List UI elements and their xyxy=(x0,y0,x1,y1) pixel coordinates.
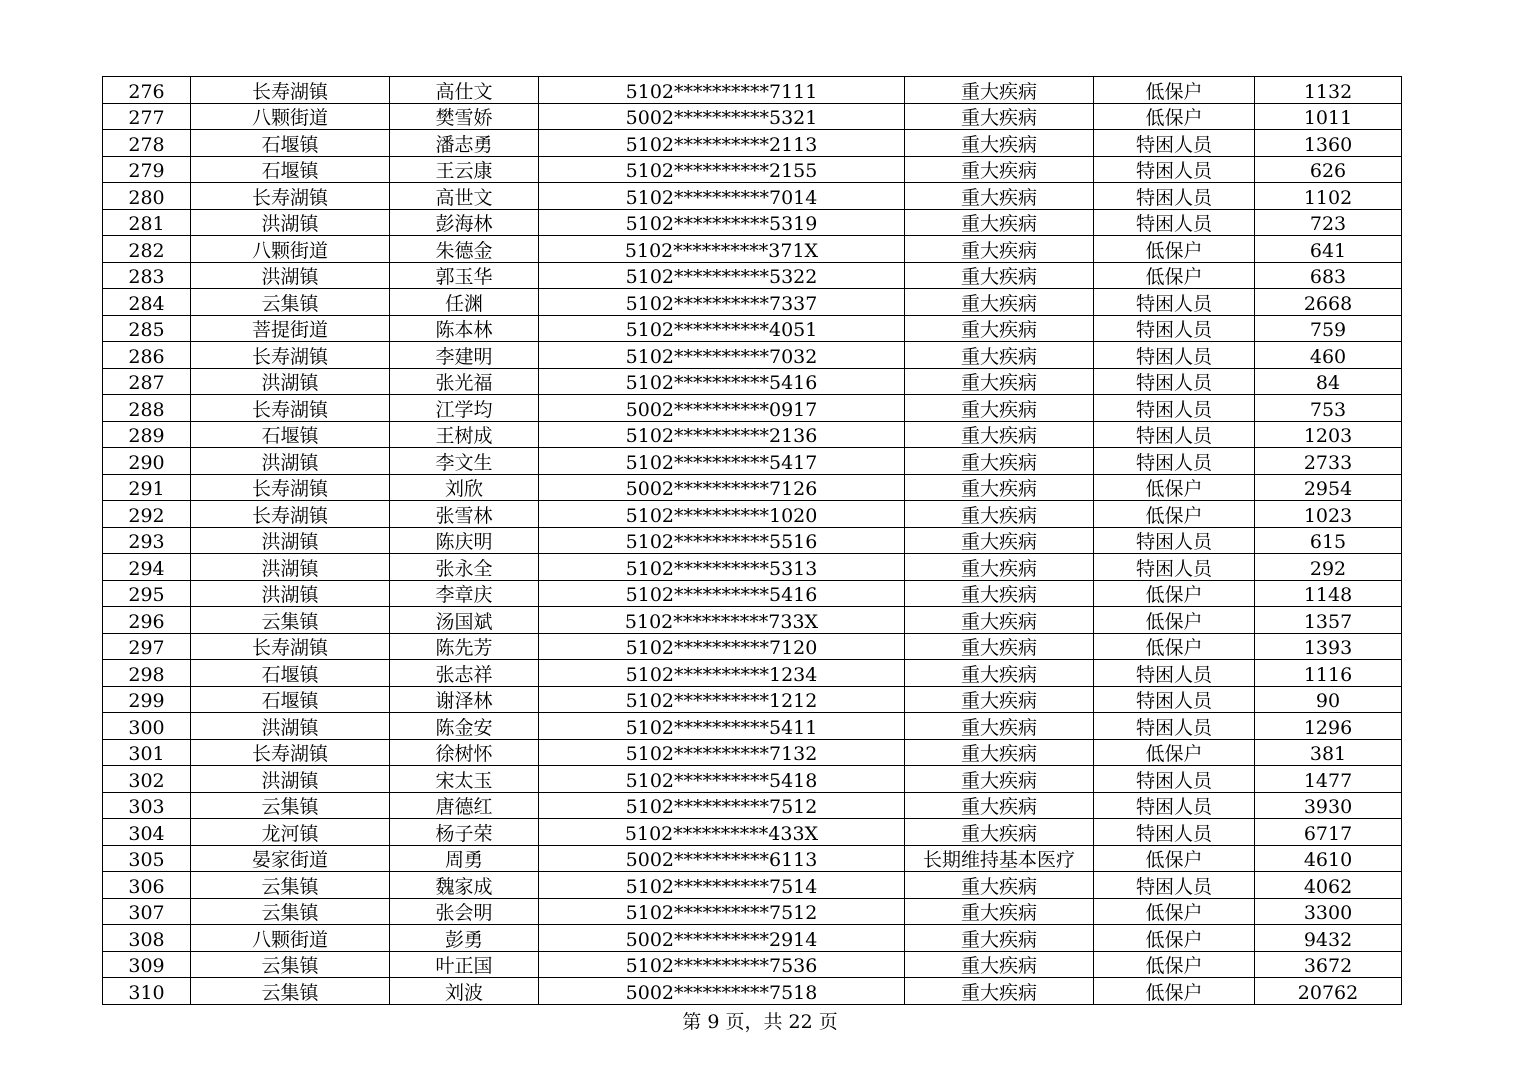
cell-amount: 626 xyxy=(1255,156,1402,183)
cell-category: 重大疾病 xyxy=(905,103,1094,130)
cell-category: 重大疾病 xyxy=(905,713,1094,740)
cell-name: 陈本林 xyxy=(390,315,539,342)
cell-id_number: 5102**********7111 xyxy=(539,77,905,104)
cell-id_number: 5102**********7512 xyxy=(539,898,905,925)
cell-name: 张永全 xyxy=(390,554,539,581)
cell-type: 特困人员 xyxy=(1094,448,1255,475)
cell-id_number: 5102**********2155 xyxy=(539,156,905,183)
cell-id_number: 5002**********5321 xyxy=(539,103,905,130)
cell-name: 张志祥 xyxy=(390,660,539,687)
cell-name: 朱德金 xyxy=(390,236,539,263)
cell-amount: 723 xyxy=(1255,209,1402,236)
cell-type: 特困人员 xyxy=(1094,209,1255,236)
table-row xyxy=(103,395,1402,422)
cell-amount: 1393 xyxy=(1255,633,1402,660)
cell-name: 陈金安 xyxy=(390,713,539,740)
cell-category: 重大疾病 xyxy=(905,421,1094,448)
cell-amount: 1296 xyxy=(1255,713,1402,740)
cell-town: 长寿湖镇 xyxy=(191,501,390,528)
cell-seq: 284 xyxy=(103,289,191,316)
cell-type: 特困人员 xyxy=(1094,766,1255,793)
cell-amount: 2954 xyxy=(1255,474,1402,501)
cell-name: 杨子荣 xyxy=(390,819,539,846)
cell-seq: 298 xyxy=(103,660,191,687)
cell-type: 低保户 xyxy=(1094,607,1255,634)
cell-type: 低保户 xyxy=(1094,633,1255,660)
cell-name: 刘欣 xyxy=(390,474,539,501)
cell-amount: 84 xyxy=(1255,368,1402,395)
cell-seq: 278 xyxy=(103,130,191,157)
cell-amount: 292 xyxy=(1255,554,1402,581)
cell-id_number: 5102**********7536 xyxy=(539,951,905,978)
cell-id_number: 5102**********7337 xyxy=(539,289,905,316)
cell-name: 彭海林 xyxy=(390,209,539,236)
table-row xyxy=(103,474,1402,501)
cell-amount: 1116 xyxy=(1255,660,1402,687)
cell-seq: 293 xyxy=(103,527,191,554)
table-row xyxy=(103,315,1402,342)
cell-id_number: 5102**********5416 xyxy=(539,368,905,395)
cell-seq: 290 xyxy=(103,448,191,475)
cell-seq: 285 xyxy=(103,315,191,342)
cell-type: 特困人员 xyxy=(1094,713,1255,740)
cell-type: 低保户 xyxy=(1094,501,1255,528)
cell-type: 低保户 xyxy=(1094,580,1255,607)
cell-id_number: 5102**********7014 xyxy=(539,183,905,210)
cell-id_number: 5102**********7120 xyxy=(539,633,905,660)
cell-category: 重大疾病 xyxy=(905,236,1094,263)
cell-seq: 279 xyxy=(103,156,191,183)
table-row xyxy=(103,554,1402,581)
cell-category: 长期维持基本医疗 xyxy=(905,845,1094,872)
cell-town: 八颗街道 xyxy=(191,236,390,263)
cell-town: 云集镇 xyxy=(191,872,390,899)
cell-name: 彭勇 xyxy=(390,925,539,952)
cell-town: 长寿湖镇 xyxy=(191,342,390,369)
cell-amount: 9432 xyxy=(1255,925,1402,952)
cell-town: 八颗街道 xyxy=(191,103,390,130)
cell-amount: 683 xyxy=(1255,262,1402,289)
cell-category: 重大疾病 xyxy=(905,315,1094,342)
cell-town: 洪湖镇 xyxy=(191,262,390,289)
cell-amount: 1357 xyxy=(1255,607,1402,634)
cell-category: 重大疾病 xyxy=(905,77,1094,104)
cell-town: 洪湖镇 xyxy=(191,527,390,554)
cell-id_number: 5102**********7032 xyxy=(539,342,905,369)
cell-seq: 289 xyxy=(103,421,191,448)
table-row xyxy=(103,713,1402,740)
cell-category: 重大疾病 xyxy=(905,819,1094,846)
cell-seq: 291 xyxy=(103,474,191,501)
cell-category: 重大疾病 xyxy=(905,766,1094,793)
cell-type: 特困人员 xyxy=(1094,183,1255,210)
cell-name: 王云康 xyxy=(390,156,539,183)
cell-town: 云集镇 xyxy=(191,792,390,819)
cell-type: 低保户 xyxy=(1094,845,1255,872)
cell-category: 重大疾病 xyxy=(905,792,1094,819)
cell-town: 石堰镇 xyxy=(191,660,390,687)
cell-id_number: 5002**********7518 xyxy=(539,978,905,1005)
cell-type: 低保户 xyxy=(1094,262,1255,289)
cell-seq: 287 xyxy=(103,368,191,395)
cell-category: 重大疾病 xyxy=(905,580,1094,607)
cell-town: 长寿湖镇 xyxy=(191,77,390,104)
cell-id_number: 5102**********2136 xyxy=(539,421,905,448)
cell-town: 长寿湖镇 xyxy=(191,739,390,766)
cell-id_number: 5102**********5319 xyxy=(539,209,905,236)
cell-seq: 306 xyxy=(103,872,191,899)
table-row xyxy=(103,501,1402,528)
cell-town: 云集镇 xyxy=(191,978,390,1005)
cell-id_number: 5102**********5411 xyxy=(539,713,905,740)
cell-type: 低保户 xyxy=(1094,77,1255,104)
cell-seq: 302 xyxy=(103,766,191,793)
cell-seq: 276 xyxy=(103,77,191,104)
cell-id_number: 5102**********2113 xyxy=(539,130,905,157)
cell-id_number: 5002**********6113 xyxy=(539,845,905,872)
cell-type: 低保户 xyxy=(1094,474,1255,501)
cell-type: 特困人员 xyxy=(1094,342,1255,369)
cell-type: 特困人员 xyxy=(1094,686,1255,713)
cell-category: 重大疾病 xyxy=(905,448,1094,475)
cell-amount: 4062 xyxy=(1255,872,1402,899)
cell-amount: 2733 xyxy=(1255,448,1402,475)
cell-id_number: 5102**********1234 xyxy=(539,660,905,687)
cell-category: 重大疾病 xyxy=(905,739,1094,766)
table-row xyxy=(103,766,1402,793)
cell-seq: 277 xyxy=(103,103,191,130)
table-row xyxy=(103,872,1402,899)
cell-type: 低保户 xyxy=(1094,978,1255,1005)
cell-seq: 304 xyxy=(103,819,191,846)
table-row xyxy=(103,739,1402,766)
cell-amount: 1011 xyxy=(1255,103,1402,130)
cell-amount: 6717 xyxy=(1255,819,1402,846)
cell-amount: 1148 xyxy=(1255,580,1402,607)
cell-seq: 303 xyxy=(103,792,191,819)
cell-type: 特困人员 xyxy=(1094,792,1255,819)
cell-id_number: 5002**********2914 xyxy=(539,925,905,952)
cell-amount: 3672 xyxy=(1255,951,1402,978)
cell-category: 重大疾病 xyxy=(905,395,1094,422)
cell-id_number: 5102**********5417 xyxy=(539,448,905,475)
cell-town: 龙河镇 xyxy=(191,819,390,846)
table-row xyxy=(103,686,1402,713)
cell-name: 江学均 xyxy=(390,395,539,422)
cell-amount: 1023 xyxy=(1255,501,1402,528)
cell-category: 重大疾病 xyxy=(905,156,1094,183)
cell-town: 云集镇 xyxy=(191,951,390,978)
cell-amount: 381 xyxy=(1255,739,1402,766)
table-row xyxy=(103,130,1402,157)
cell-amount: 1102 xyxy=(1255,183,1402,210)
cell-id_number: 5002**********0917 xyxy=(539,395,905,422)
cell-name: 郭玉华 xyxy=(390,262,539,289)
cell-category: 重大疾病 xyxy=(905,342,1094,369)
cell-type: 特困人员 xyxy=(1094,554,1255,581)
table-row xyxy=(103,262,1402,289)
cell-category: 重大疾病 xyxy=(905,554,1094,581)
cell-seq: 295 xyxy=(103,580,191,607)
cell-id_number: 5102**********371X xyxy=(539,236,905,263)
cell-town: 长寿湖镇 xyxy=(191,633,390,660)
cell-name: 刘波 xyxy=(390,978,539,1005)
cell-name: 樊雪娇 xyxy=(390,103,539,130)
cell-town: 云集镇 xyxy=(191,607,390,634)
cell-name: 张会明 xyxy=(390,898,539,925)
cell-category: 重大疾病 xyxy=(905,872,1094,899)
cell-type: 低保户 xyxy=(1094,951,1255,978)
cell-amount: 1203 xyxy=(1255,421,1402,448)
cell-name: 李章庆 xyxy=(390,580,539,607)
cell-category: 重大疾病 xyxy=(905,368,1094,395)
cell-seq: 281 xyxy=(103,209,191,236)
cell-type: 特困人员 xyxy=(1094,156,1255,183)
cell-type: 低保户 xyxy=(1094,739,1255,766)
cell-town: 长寿湖镇 xyxy=(191,474,390,501)
table-row xyxy=(103,845,1402,872)
table-row xyxy=(103,898,1402,925)
cell-category: 重大疾病 xyxy=(905,474,1094,501)
cell-town: 云集镇 xyxy=(191,898,390,925)
cell-amount: 460 xyxy=(1255,342,1402,369)
cell-town: 洪湖镇 xyxy=(191,554,390,581)
cell-amount: 1132 xyxy=(1255,77,1402,104)
cell-amount: 1477 xyxy=(1255,766,1402,793)
table-body xyxy=(103,77,1402,1005)
cell-id_number: 5102**********5313 xyxy=(539,554,905,581)
table-row xyxy=(103,156,1402,183)
cell-seq: 310 xyxy=(103,978,191,1005)
cell-category: 重大疾病 xyxy=(905,607,1094,634)
cell-town: 石堰镇 xyxy=(191,130,390,157)
table-row xyxy=(103,978,1402,1005)
table-row xyxy=(103,925,1402,952)
cell-id_number: 5102**********7512 xyxy=(539,792,905,819)
cell-amount: 90 xyxy=(1255,686,1402,713)
cell-name: 李建明 xyxy=(390,342,539,369)
cell-town: 晏家街道 xyxy=(191,845,390,872)
cell-id_number: 5102**********5516 xyxy=(539,527,905,554)
cell-seq: 282 xyxy=(103,236,191,263)
table-row xyxy=(103,527,1402,554)
cell-seq: 309 xyxy=(103,951,191,978)
cell-seq: 300 xyxy=(103,713,191,740)
cell-name: 叶正国 xyxy=(390,951,539,978)
cell-seq: 292 xyxy=(103,501,191,528)
cell-id_number: 5102**********7514 xyxy=(539,872,905,899)
cell-type: 特困人员 xyxy=(1094,421,1255,448)
cell-town: 八颗街道 xyxy=(191,925,390,952)
cell-town: 菩提街道 xyxy=(191,315,390,342)
cell-name: 谢泽林 xyxy=(390,686,539,713)
cell-town: 洪湖镇 xyxy=(191,580,390,607)
cell-amount: 759 xyxy=(1255,315,1402,342)
cell-type: 低保户 xyxy=(1094,103,1255,130)
cell-seq: 288 xyxy=(103,395,191,422)
cell-town: 石堰镇 xyxy=(191,686,390,713)
cell-amount: 753 xyxy=(1255,395,1402,422)
cell-amount: 615 xyxy=(1255,527,1402,554)
cell-town: 洪湖镇 xyxy=(191,766,390,793)
cell-type: 特困人员 xyxy=(1094,315,1255,342)
cell-amount: 20762 xyxy=(1255,978,1402,1005)
table-row xyxy=(103,660,1402,687)
cell-category: 重大疾病 xyxy=(905,686,1094,713)
cell-category: 重大疾病 xyxy=(905,925,1094,952)
cell-seq: 280 xyxy=(103,183,191,210)
cell-id_number: 5002**********7126 xyxy=(539,474,905,501)
table-row xyxy=(103,580,1402,607)
cell-town: 长寿湖镇 xyxy=(191,395,390,422)
table-row xyxy=(103,289,1402,316)
cell-category: 重大疾病 xyxy=(905,660,1094,687)
cell-id_number: 5102**********5322 xyxy=(539,262,905,289)
cell-type: 低保户 xyxy=(1094,925,1255,952)
cell-id_number: 5102**********4051 xyxy=(539,315,905,342)
cell-type: 低保户 xyxy=(1094,898,1255,925)
cell-town: 石堰镇 xyxy=(191,421,390,448)
cell-amount: 4610 xyxy=(1255,845,1402,872)
cell-name: 魏家成 xyxy=(390,872,539,899)
table-row xyxy=(103,819,1402,846)
table-row xyxy=(103,342,1402,369)
cell-category: 重大疾病 xyxy=(905,209,1094,236)
cell-seq: 307 xyxy=(103,898,191,925)
cell-name: 张雪林 xyxy=(390,501,539,528)
cell-amount: 3930 xyxy=(1255,792,1402,819)
cell-town: 云集镇 xyxy=(191,289,390,316)
table-row xyxy=(103,633,1402,660)
cell-category: 重大疾病 xyxy=(905,501,1094,528)
cell-type: 特困人员 xyxy=(1094,819,1255,846)
cell-category: 重大疾病 xyxy=(905,527,1094,554)
table-row xyxy=(103,792,1402,819)
cell-name: 张光福 xyxy=(390,368,539,395)
table-row xyxy=(103,183,1402,210)
cell-name: 汤国斌 xyxy=(390,607,539,634)
cell-town: 洪湖镇 xyxy=(191,713,390,740)
cell-town: 洪湖镇 xyxy=(191,368,390,395)
cell-type: 特困人员 xyxy=(1094,130,1255,157)
cell-name: 任渊 xyxy=(390,289,539,316)
table-row xyxy=(103,607,1402,634)
cell-id_number: 5102**********1020 xyxy=(539,501,905,528)
cell-seq: 299 xyxy=(103,686,191,713)
cell-category: 重大疾病 xyxy=(905,898,1094,925)
cell-type: 特困人员 xyxy=(1094,660,1255,687)
cell-type: 特困人员 xyxy=(1094,368,1255,395)
table-row xyxy=(103,368,1402,395)
table-row xyxy=(103,236,1402,263)
cell-category: 重大疾病 xyxy=(905,289,1094,316)
cell-type: 低保户 xyxy=(1094,236,1255,263)
table-row xyxy=(103,951,1402,978)
cell-id_number: 5102**********433X xyxy=(539,819,905,846)
cell-type: 特困人员 xyxy=(1094,289,1255,316)
cell-category: 重大疾病 xyxy=(905,978,1094,1005)
table-row xyxy=(103,77,1402,104)
cell-name: 徐树怀 xyxy=(390,739,539,766)
cell-name: 高仕文 xyxy=(390,77,539,104)
cell-seq: 286 xyxy=(103,342,191,369)
cell-town: 洪湖镇 xyxy=(191,209,390,236)
cell-id_number: 5102**********733X xyxy=(539,607,905,634)
cell-category: 重大疾病 xyxy=(905,951,1094,978)
cell-town: 石堰镇 xyxy=(191,156,390,183)
cell-category: 重大疾病 xyxy=(905,633,1094,660)
cell-seq: 296 xyxy=(103,607,191,634)
cell-name: 李文生 xyxy=(390,448,539,475)
cell-name: 陈庆明 xyxy=(390,527,539,554)
cell-name: 陈先芳 xyxy=(390,633,539,660)
cell-id_number: 5102**********1212 xyxy=(539,686,905,713)
cell-town: 长寿湖镇 xyxy=(191,183,390,210)
cell-name: 周勇 xyxy=(390,845,539,872)
table-row xyxy=(103,209,1402,236)
cell-seq: 294 xyxy=(103,554,191,581)
cell-amount: 641 xyxy=(1255,236,1402,263)
cell-type: 特困人员 xyxy=(1094,395,1255,422)
cell-name: 宋太玉 xyxy=(390,766,539,793)
table-row xyxy=(103,421,1402,448)
page-footer: 第 9 页，共 22 页 xyxy=(682,1011,838,1033)
cell-type: 特困人员 xyxy=(1094,872,1255,899)
cell-id_number: 5102**********5418 xyxy=(539,766,905,793)
cell-name: 潘志勇 xyxy=(390,130,539,157)
cell-type: 特困人员 xyxy=(1094,527,1255,554)
table-row xyxy=(103,103,1402,130)
cell-seq: 305 xyxy=(103,845,191,872)
cell-name: 王树成 xyxy=(390,421,539,448)
cell-seq: 308 xyxy=(103,925,191,952)
cell-name: 高世文 xyxy=(390,183,539,210)
cell-town: 洪湖镇 xyxy=(191,448,390,475)
cell-seq: 283 xyxy=(103,262,191,289)
cell-name: 唐德红 xyxy=(390,792,539,819)
cell-category: 重大疾病 xyxy=(905,262,1094,289)
cell-seq: 297 xyxy=(103,633,191,660)
cell-category: 重大疾病 xyxy=(905,183,1094,210)
table-row xyxy=(103,448,1402,475)
cell-amount: 3300 xyxy=(1255,898,1402,925)
cell-id_number: 5102**********5416 xyxy=(539,580,905,607)
cell-amount: 2668 xyxy=(1255,289,1402,316)
cell-id_number: 5102**********7132 xyxy=(539,739,905,766)
cell-category: 重大疾病 xyxy=(905,130,1094,157)
cell-amount: 1360 xyxy=(1255,130,1402,157)
cell-seq: 301 xyxy=(103,739,191,766)
record-table xyxy=(102,76,1402,1005)
